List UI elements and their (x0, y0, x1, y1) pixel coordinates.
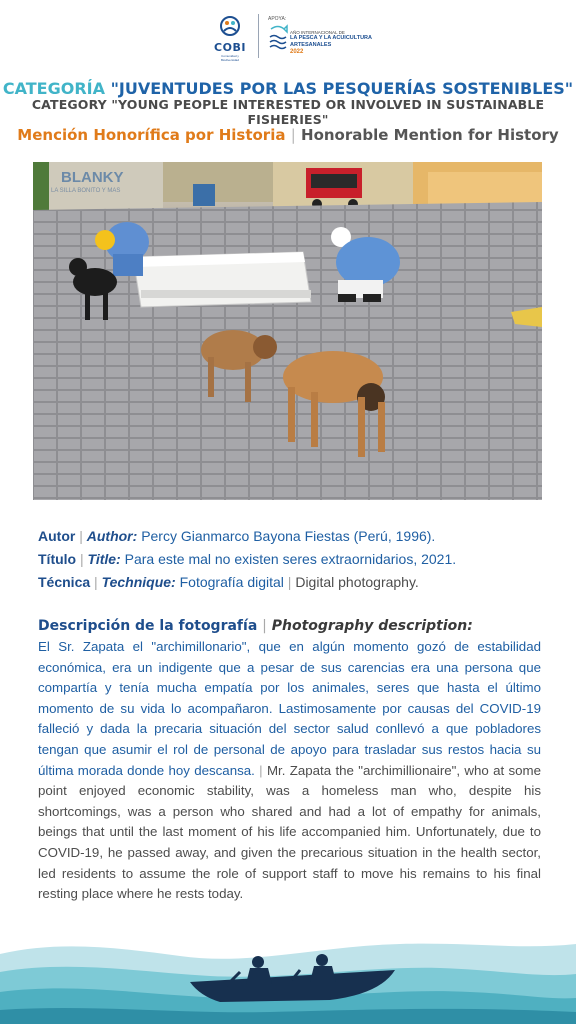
title-label-en: Title: (87, 551, 121, 567)
technique-value-es: Fotografía digital (179, 574, 284, 590)
technique-label-es: Técnica (38, 574, 91, 590)
separator: | (79, 528, 83, 544)
header-logos (0, 14, 576, 64)
description-title-es: Descripción de la fotografía (38, 618, 258, 634)
author-label-en: Author: (86, 528, 138, 544)
category-title-es (0, 79, 576, 98)
technique-value-en: Digital photography. (295, 574, 419, 590)
title-label-es: Título (38, 551, 77, 567)
mention-line (0, 126, 576, 144)
description-body (38, 637, 541, 905)
white-coffin (133, 252, 311, 307)
mention-en: Honorable Mention for History (301, 126, 559, 144)
cobi-tagline: Comunidad y Biodiversidad (220, 54, 239, 62)
description-text-en: Mr. Zapata the "archimillionaire", who at some point enjoyed economic stability, was a homeless man who, despite his shortcomings, was a person who shared and had a lot of empathy for animals, beings that until the last moment of his life accompanied him. Unfortunately, due to COVID-19, he passed away, and given the precarious situation in the health sector, led residents to assume the role of support staff to move his remains to his final resting place where he rests today. (38, 762, 541, 902)
mention-separator: | (290, 126, 296, 144)
author-line (38, 528, 538, 544)
separator: | (94, 574, 98, 590)
technique-label-en: Technique: (101, 574, 176, 590)
category-title-en: CATEGORY "YOUNG PEOPLE INTERESTED OR INVOLVED IN SUSTAINABLE FISHERIES" (31, 97, 545, 127)
separator: | (287, 574, 292, 590)
cobi-logo (212, 16, 248, 62)
technique-line (38, 574, 538, 590)
cobi-emblem-icon (212, 16, 248, 36)
iyafa-line-1: AÑO INTERNACIONAL DE (290, 30, 345, 35)
iyafa-line-2: LA PESCA Y LA ACUICULTURA (290, 35, 372, 41)
separator: | (262, 618, 267, 634)
photo-sign-text: BLANKY (61, 169, 124, 186)
mention-es: Mención Honorífica por Historia (17, 126, 286, 144)
photo-sign-subtext: LA SILLA BONITO Y MAS (51, 188, 121, 194)
fish-waves-icon (268, 23, 288, 53)
iyafa-line-3: ARTESANALES (290, 42, 332, 48)
logo-divider (258, 14, 259, 58)
title-value: Para este mal no existen seres extraornidarios, 2021. (124, 551, 457, 567)
support-label: APOYA: (268, 16, 287, 22)
category-prefix: CATEGORÍA (2, 79, 105, 98)
author-label-es: Autor (38, 528, 76, 544)
category-name: "JUVENTUDES POR LAS PESQUERÍAS SOSTENIBLES" (110, 79, 574, 98)
separator: | (259, 762, 263, 778)
description-title-en: Photography description: (271, 618, 473, 634)
title-line (38, 551, 538, 567)
separator: | (80, 551, 84, 567)
description-title (38, 618, 473, 634)
wave-footer (0, 920, 576, 1024)
photo-scene (33, 162, 542, 500)
cobi-label: COBI (214, 41, 246, 54)
iyafa-year: 2022 (290, 49, 304, 55)
author-value: Percy Gianmarco Bayona Fiestas (Perú, 1996). (141, 528, 436, 544)
description-text-es: El Sr. Zapata el "archimillonario", que en algún momento gozó de estabilidad económica, era un indigente que a pesar de sus carencias era una persona que compartía y tenía mucha empatía por los animales, seres que hasta el último momento de su vida lo acompañaron. Lastimosamente por causas del COVID-19 falleció y dada la precaria situación del sector salud conllevó a que pobladores tengan que asumir el rol de personal de apoyo para trasladar sus restos hacia su última morada donde hoy descansa. (38, 639, 541, 778)
award-photograph (33, 162, 542, 500)
